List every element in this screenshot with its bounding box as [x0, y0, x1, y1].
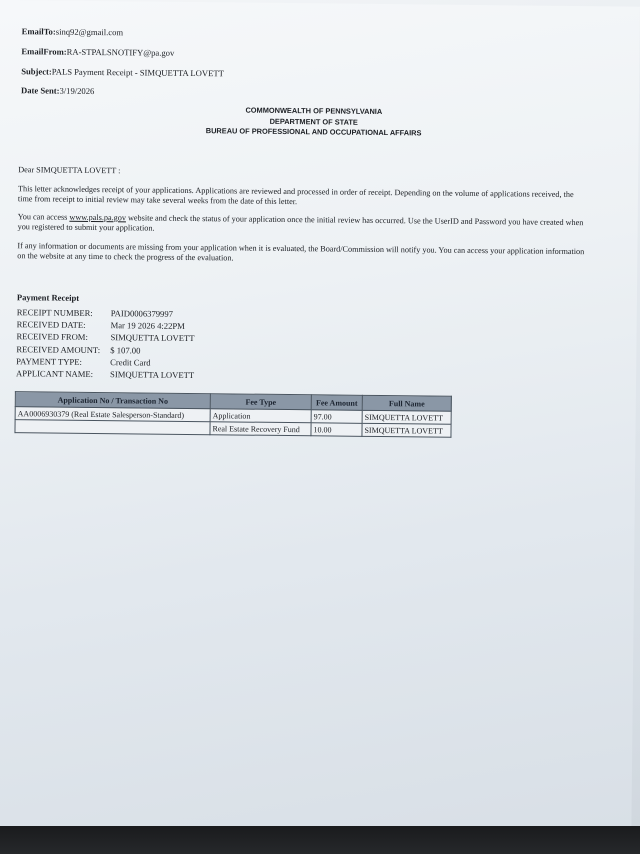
letterhead [159, 105, 469, 140]
payment-receipt-details [16, 306, 195, 381]
fees-table [14, 391, 451, 438]
email-to-value: sinq92@gmail.com [55, 26, 124, 38]
receipt-value: $ 107.00 [110, 344, 141, 356]
paragraph-acknowledgement: This letter acknowledges receipt of your applications. Applications are reviewed and processed in order of receipt. Depending on the volume of applications received, the time from receipt to initial review may take several weeks from the date of this letter. [17, 184, 574, 206]
receipt-value: SIMQUETTA LOVETT [110, 369, 195, 381]
cell-fee-amount: 10.00 [311, 423, 362, 437]
email-date [21, 85, 94, 96]
letterhead-line2: DEPARTMENT OF STATE [269, 116, 358, 127]
paragraph-missing-info: If any information or documents are missing from your application when it is evaluated, the Board/Commission will notify you. You can access your application information on the website at any time to check the progress of the evaluation. [17, 241, 585, 263]
email-subject-value: PALS Payment Receipt - SIMQUETTA LOVETT [51, 66, 224, 79]
email-subject [21, 66, 224, 78]
receipt-row [16, 367, 194, 381]
cell-full-name: SIMQUETTA LOVETT [362, 410, 451, 424]
receipt-value: SIMQUETTA LOVETT [110, 332, 195, 344]
receipt-label: APPLICANT NAME: [16, 368, 94, 380]
receipt-label: RECEIVED FROM: [16, 331, 88, 343]
receipt-label: RECEIVED DATE: [16, 319, 86, 331]
letterhead-line3: BUREAU OF PROFESSIONAL AND OCCUPATIONAL AFFAIRS [205, 126, 422, 138]
column-header-fee-type: Fee Type [210, 394, 311, 410]
cell-fee-type: Application [210, 409, 311, 423]
pals-website-link[interactable]: www.pals.pa.gov [69, 212, 127, 223]
paragraph-access-post: website and check the status of your application once the initial review has occurred. Use the UserID and Password you have created when you registered to submit your application. [17, 213, 584, 233]
receipt-label: RECEIVED AMOUNT: [16, 343, 101, 355]
email-date-label: Date Sent: [21, 85, 60, 96]
cell-fee-type: Real Estate Recovery Fund [210, 422, 311, 436]
payment-receipt-title: Payment Receipt [16, 292, 80, 303]
cell-application-no [15, 420, 210, 435]
email-date-value: 3/19/2026 [59, 85, 95, 96]
paragraph-access [18, 212, 590, 237]
email-from [21, 46, 174, 58]
cell-application-no: AA0006930379 (Real Estate Salesperson-Standard) [15, 407, 210, 422]
column-header-application-no: Application No / Transaction No [15, 392, 210, 409]
email-to [22, 26, 124, 37]
column-header-full-name: Full Name [362, 395, 451, 411]
email-to-label: EmailTo: [21, 26, 56, 37]
greeting: Dear SIMQUETTA LOVETT : [18, 165, 121, 176]
column-header-fee-amount: Fee Amount [311, 395, 362, 411]
cell-full-name: SIMQUETTA LOVETT [362, 423, 451, 437]
receipt-value: PAID0006379997 [110, 308, 174, 319]
email-from-label: EmailFrom: [21, 46, 67, 57]
cell-fee-amount: 97.00 [311, 410, 362, 424]
paragraph-access-pre: You can access [17, 212, 70, 222]
email-subject-label: Subject: [21, 66, 52, 77]
letterhead-line1: COMMONWEALTH OF PENNSYLVANIA [245, 105, 383, 117]
email-from-value: RA-STPALSNOTIFY@pa.gov [66, 46, 175, 58]
receipt-value: Credit Card [110, 356, 151, 368]
table-surface-edge [0, 826, 640, 854]
receipt-value: Mar 19 2026 4:22PM [110, 320, 185, 332]
receipt-label: PAYMENT TYPE: [16, 356, 82, 367]
receipt-label: RECEIPT NUMBER: [16, 307, 93, 318]
